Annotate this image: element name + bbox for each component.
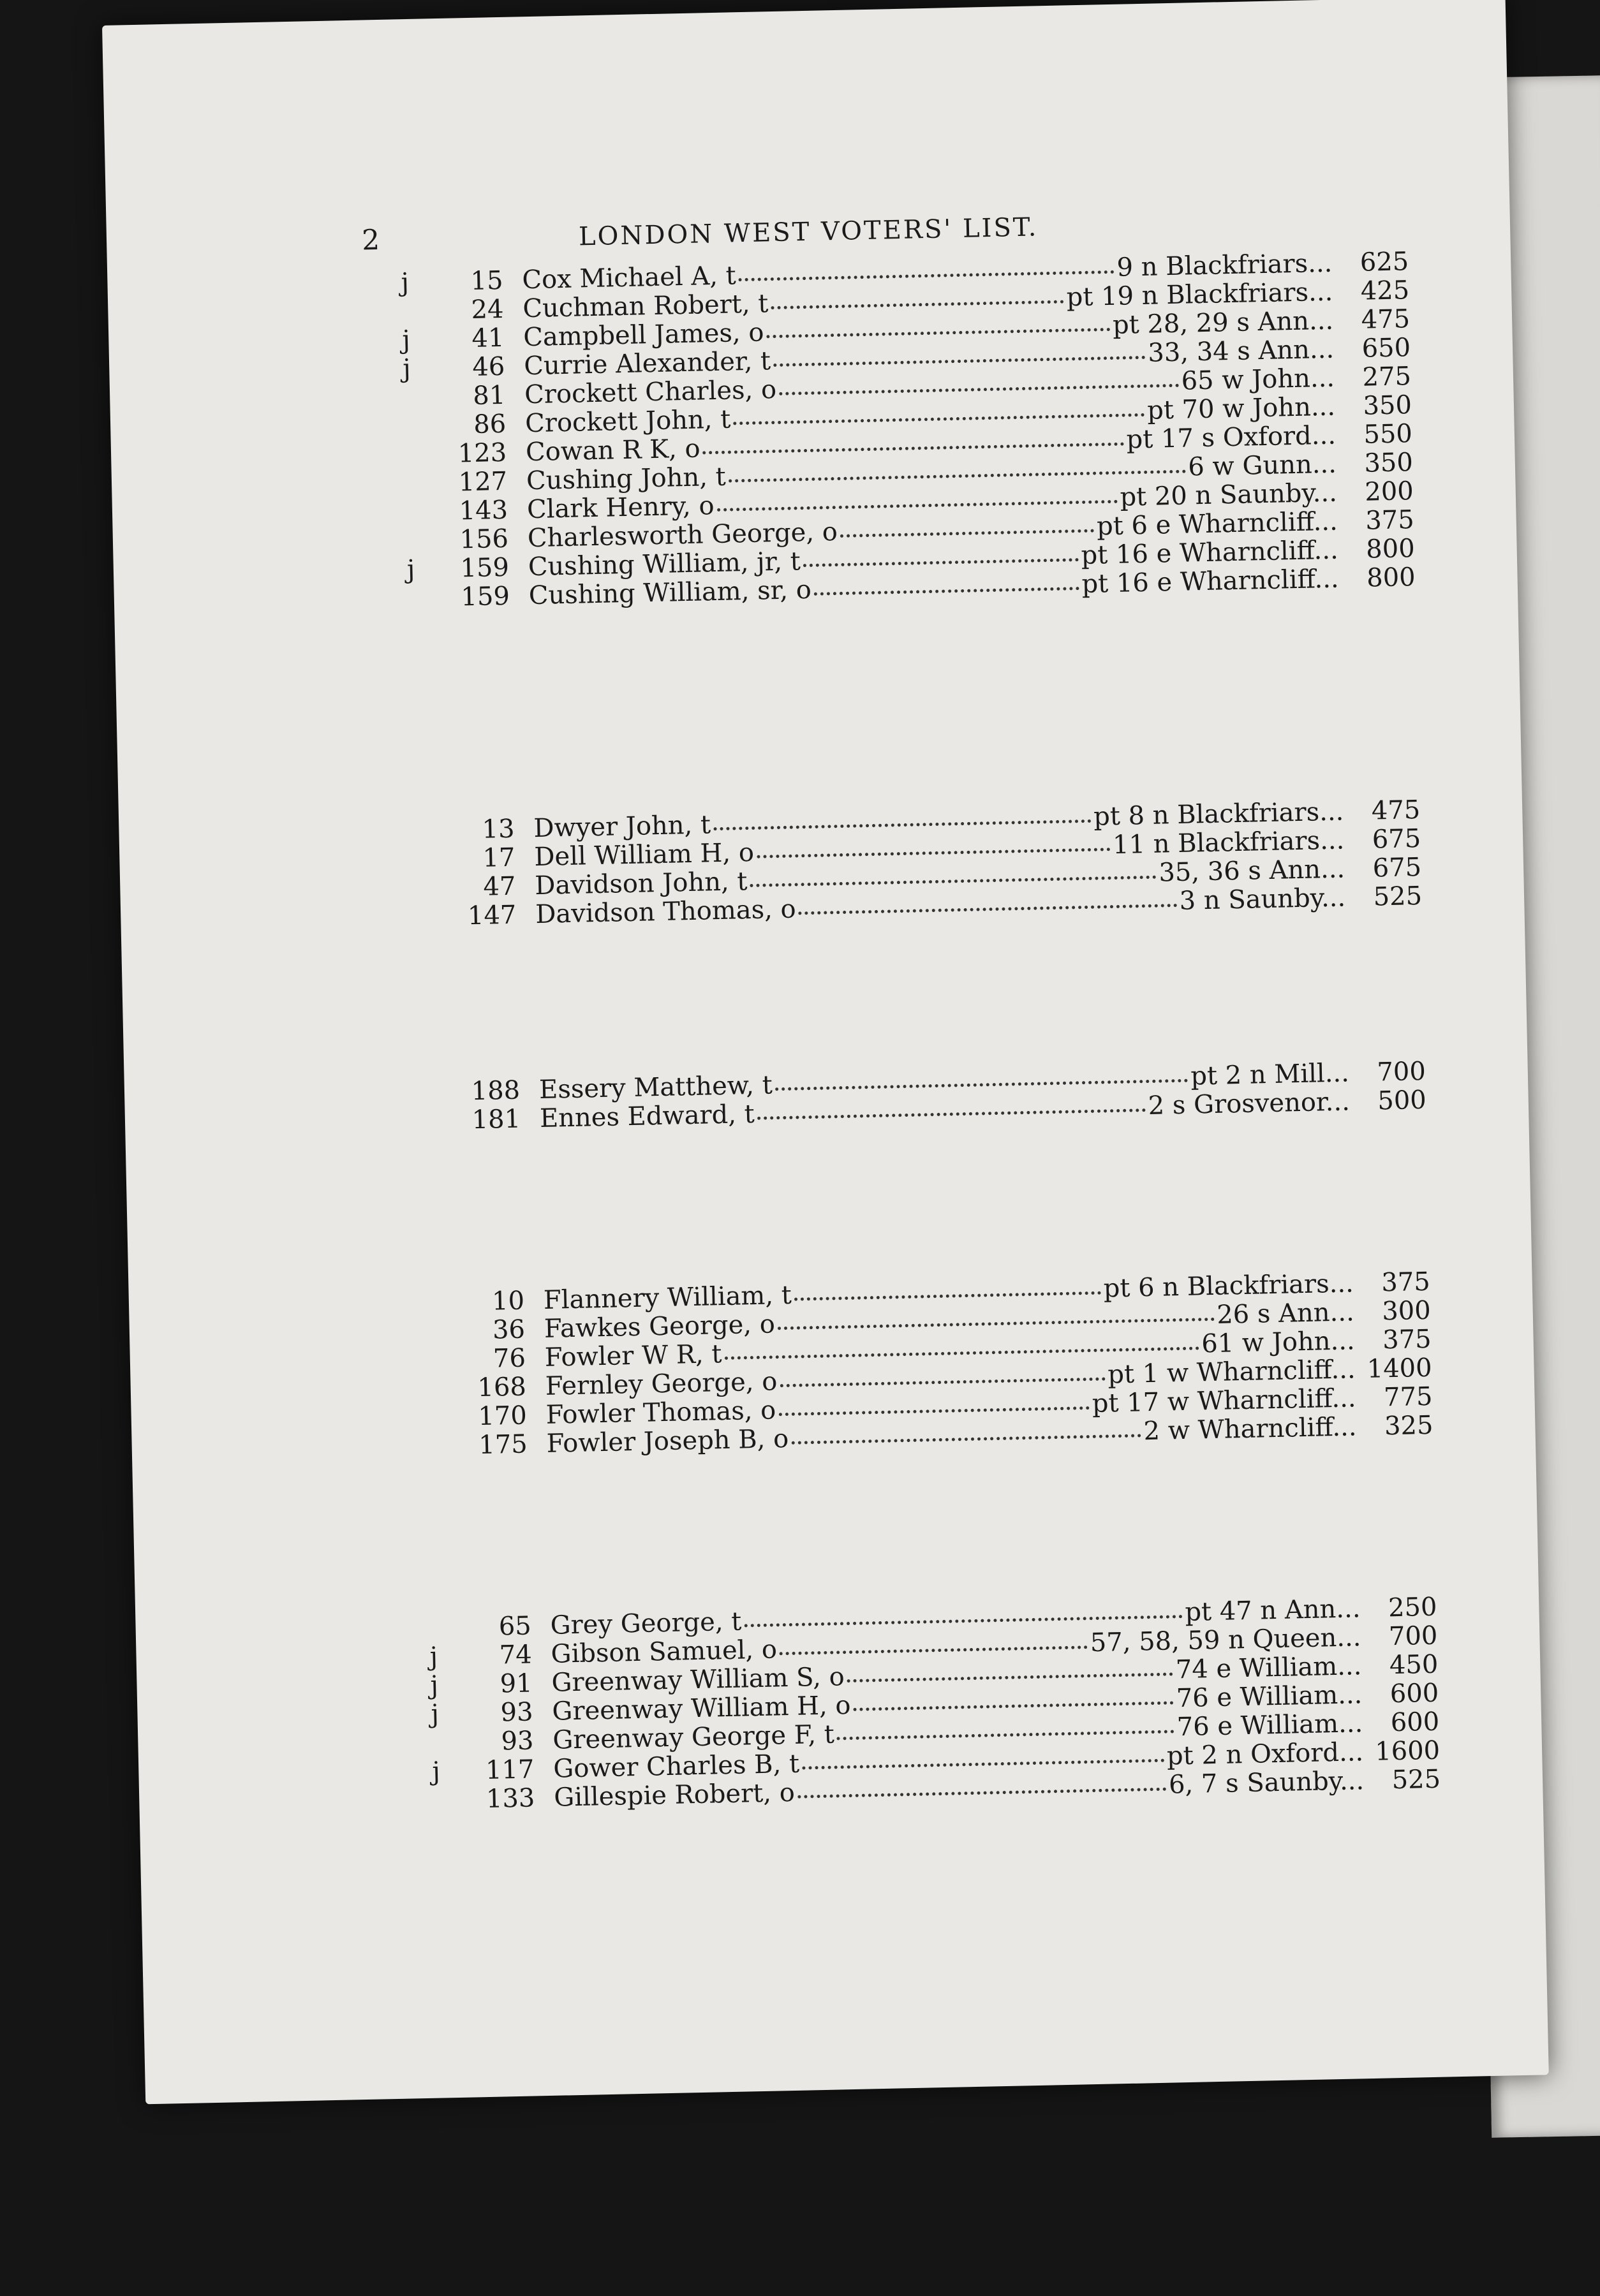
property-description: pt 8 n Blackfriars... — [1093, 797, 1344, 832]
page-number: 2 — [361, 223, 380, 257]
voter-name: Fowler Joseph B, o — [546, 1424, 789, 1459]
lot-number: 188 — [471, 1075, 521, 1107]
assessed-value: 350 — [1363, 390, 1412, 421]
assessed-value: 500 — [1377, 1085, 1427, 1116]
dot-leader — [739, 270, 1115, 281]
lot-number: 159 — [461, 581, 510, 612]
juror-mark: j — [402, 353, 411, 384]
lot-number: 74 — [499, 1640, 533, 1670]
property-description: pt 28, 29 s Ann... — [1112, 305, 1334, 340]
lot-number: 15 — [470, 265, 503, 296]
juror-mark — [419, 1129, 450, 1130]
assessed-value: 375 — [1365, 505, 1415, 536]
dot-leader — [713, 820, 1091, 830]
voter-name: Dwyer John, t — [533, 810, 711, 844]
juror-mark — [418, 1100, 450, 1101]
lot-number: 41 — [471, 323, 505, 353]
dot-leader — [744, 1615, 1182, 1627]
lot-number: 81 — [472, 380, 506, 411]
lot-number: 46 — [471, 351, 505, 382]
dot-leader — [717, 500, 1118, 511]
dot-leader — [780, 1378, 1105, 1388]
voter-name: Gibson Samuel, o — [551, 1635, 778, 1669]
assessed-value: 275 — [1362, 362, 1412, 392]
dot-leader — [725, 1346, 1199, 1360]
property-description: 76 e William... — [1176, 1680, 1363, 1714]
assessed-value: 675 — [1372, 823, 1421, 855]
assessed-value: 1400 — [1367, 1353, 1433, 1384]
dot-leader — [794, 1292, 1101, 1301]
lot-number: 24 — [471, 294, 504, 325]
assessed-value: 525 — [1373, 881, 1423, 912]
dot-leader — [773, 356, 1145, 367]
dot-leader — [757, 848, 1110, 858]
lot-number: 181 — [471, 1104, 521, 1135]
assessed-value: 600 — [1389, 1678, 1439, 1709]
voter-name: Flannery William, t — [543, 1280, 792, 1315]
voter-name: Greenway George F, t — [552, 1719, 835, 1755]
lot-number: 13 — [482, 814, 515, 844]
property-description: 2 s Grosvenor... — [1148, 1087, 1351, 1121]
document-page — [102, 0, 1549, 2104]
lot-number: 127 — [458, 466, 508, 497]
lot-number: 86 — [473, 409, 507, 439]
property-description: 9 n Blackfriars... — [1116, 248, 1333, 283]
running-title: LONDON WEST VOTERS' LIST. — [578, 212, 1039, 252]
lot-number: 17 — [482, 843, 515, 873]
dot-leader — [733, 413, 1144, 425]
assessed-value: 475 — [1371, 795, 1421, 826]
assessed-value: 600 — [1390, 1707, 1440, 1738]
dot-leader — [847, 1672, 1173, 1682]
group-spacer — [415, 910, 1425, 1078]
property-description: 3 n Saunby... — [1179, 883, 1346, 916]
voter-name: Crockett Charles, o — [524, 374, 777, 410]
property-description: pt 16 e Wharncliff... — [1081, 535, 1339, 571]
voter-group — [429, 1593, 1441, 1814]
lot-number: 175 — [478, 1429, 528, 1461]
assessed-value: 200 — [1364, 476, 1414, 507]
property-description: pt 19 n Blackfriars... — [1066, 277, 1333, 313]
voter-name: Cushing William, sr, o — [528, 575, 812, 611]
dot-leader — [778, 1406, 1090, 1416]
assessed-value: 425 — [1360, 276, 1410, 306]
voter-name: Charlesworth George, o — [527, 517, 838, 554]
voter-name: Gillespie Robert, o — [553, 1777, 796, 1813]
property-description: 65 w John... — [1181, 363, 1335, 396]
voter-name: Cushing John, t — [526, 462, 727, 496]
assessed-value: 350 — [1363, 448, 1414, 478]
dot-leader — [854, 1701, 1174, 1711]
assessed-value: 250 — [1388, 1592, 1437, 1623]
juror-mark — [425, 1425, 457, 1426]
assessed-value: 550 — [1363, 419, 1413, 450]
assessed-value: 775 — [1383, 1381, 1433, 1413]
dot-leader — [778, 1318, 1215, 1330]
voter-name: Cowan R K, o — [525, 434, 701, 467]
lot-number: 159 — [460, 552, 510, 584]
voter-name: Fawkes George, o — [544, 1309, 776, 1344]
lot-number: 93 — [501, 1726, 534, 1756]
lot-number: 156 — [459, 524, 509, 555]
voter-name: Cox Michael A, t — [522, 261, 737, 295]
dot-leader — [837, 1730, 1174, 1740]
group-spacer — [419, 1114, 1430, 1288]
dot-leader — [791, 1434, 1141, 1444]
assessed-value: 475 — [1361, 304, 1411, 335]
lot-number: 170 — [477, 1401, 528, 1432]
voter-name: Davidson Thomas, o — [535, 894, 797, 930]
dot-leader — [766, 328, 1110, 338]
juror-mark: j — [431, 1699, 440, 1729]
voter-name: Cushing William, jr, t — [528, 547, 801, 582]
property-description: pt 20 n Saunby... — [1120, 478, 1338, 512]
juror-mark — [423, 1339, 455, 1340]
property-description: pt 6 e Wharncliff... — [1096, 506, 1338, 541]
dot-leader — [779, 384, 1179, 395]
juror-mark — [404, 462, 436, 463]
dot-leader — [775, 1079, 1189, 1091]
assessed-value: 325 — [1384, 1410, 1433, 1441]
voters-list — [401, 247, 1441, 1814]
voter-name: Greenway William H, o — [552, 1691, 851, 1726]
lot-number: 123 — [457, 438, 507, 469]
voter-group — [401, 247, 1416, 612]
property-description: 6 w Gunn... — [1187, 449, 1337, 482]
voter-name: Currie Alexander, t — [523, 346, 771, 381]
lot-number: 133 — [485, 1783, 535, 1814]
voter-name: Dell William H, o — [533, 837, 755, 872]
assessed-value: 525 — [1391, 1764, 1441, 1795]
property-description: 26 s Ann... — [1216, 1297, 1355, 1330]
assessed-value: 700 — [1376, 1056, 1426, 1087]
juror-mark — [424, 1368, 456, 1369]
juror-mark — [408, 606, 440, 607]
juror-mark — [426, 1454, 457, 1455]
assessed-value: 625 — [1359, 247, 1409, 277]
assessed-value: 700 — [1388, 1621, 1438, 1652]
property-description: 61 w John... — [1201, 1326, 1356, 1359]
property-description: 76 e William... — [1176, 1709, 1363, 1742]
voter-name: Campbell James, o — [522, 318, 764, 353]
group-spacer — [408, 591, 1419, 816]
property-description: 57, 58, 59 n Queen... — [1090, 1623, 1361, 1658]
lot-number: 143 — [459, 495, 508, 526]
voter-name: Ennes Edward, t — [539, 1099, 755, 1134]
juror-mark — [404, 405, 436, 406]
voter-name: Greenway William S, o — [551, 1662, 845, 1698]
page-content — [361, 202, 1441, 1814]
juror-mark: j — [430, 1670, 439, 1700]
lot-number: 117 — [485, 1755, 535, 1786]
property-description: pt 6 n Blackfriars... — [1103, 1269, 1354, 1304]
assessed-value: 375 — [1382, 1324, 1432, 1355]
lot-number: 76 — [493, 1343, 526, 1374]
juror-mark: j — [401, 325, 411, 355]
juror-mark: j — [429, 1642, 438, 1672]
property-description: 11 n Blackfriars... — [1112, 825, 1345, 860]
voter-name: Davidson John, t — [534, 867, 748, 901]
dot-leader — [750, 876, 1157, 887]
lot-number: 91 — [500, 1668, 533, 1699]
voter-name: Cuchman Robert, t — [522, 289, 769, 324]
juror-mark: j — [401, 268, 410, 298]
lot-number: 47 — [483, 871, 516, 902]
juror-mark: j — [431, 1756, 441, 1786]
assessed-value: 675 — [1372, 852, 1422, 883]
property-description: 33, 34 s Ann... — [1147, 334, 1335, 368]
voter-name: Clark Henry, o — [526, 491, 715, 525]
property-description: pt 2 n Oxford... — [1166, 1737, 1364, 1771]
dot-leader — [814, 587, 1079, 596]
juror-mark — [402, 319, 434, 320]
juror-mark: j — [406, 554, 415, 585]
lot-number: 65 — [498, 1611, 532, 1642]
voter-group — [422, 1267, 1433, 1461]
voter-name: Fowler W R, t — [544, 1339, 722, 1372]
dot-leader — [797, 1788, 1166, 1799]
lot-number: 147 — [467, 900, 517, 931]
juror-mark — [413, 867, 445, 868]
juror-mark — [429, 1636, 461, 1637]
juror-mark — [406, 548, 438, 549]
dot-leader — [703, 443, 1124, 455]
property-description: 74 e William... — [1175, 1651, 1362, 1685]
dot-leader — [729, 470, 1186, 483]
juror-mark — [414, 896, 446, 897]
juror-mark — [433, 1808, 465, 1809]
assessed-value: 300 — [1381, 1295, 1432, 1327]
property-description: pt 70 w John... — [1146, 392, 1336, 425]
dot-leader — [771, 300, 1064, 310]
property-description: pt 17 w Wharncliff... — [1092, 1383, 1356, 1418]
lot-number: 10 — [491, 1286, 525, 1316]
assessed-value: 650 — [1361, 333, 1411, 364]
voter-name: Fowler Thomas, o — [545, 1395, 776, 1430]
voter-name: Gower Charles B, t — [552, 1749, 800, 1784]
property-description: pt 17 s Oxford... — [1126, 420, 1337, 455]
assessed-value: 800 — [1365, 534, 1416, 564]
dot-leader — [799, 904, 1177, 915]
dot-leader — [840, 529, 1094, 538]
voter-name: Crockett John, t — [524, 404, 731, 439]
juror-mark — [405, 491, 437, 492]
voter-name: Grey George, t — [550, 1607, 742, 1640]
property-description: pt 47 n Ann... — [1184, 1594, 1361, 1627]
dot-leader — [802, 1759, 1164, 1770]
lot-number: 168 — [477, 1372, 527, 1403]
voter-name: Fernley George, o — [545, 1367, 778, 1401]
assessed-value: 800 — [1366, 563, 1416, 593]
assessed-value: 375 — [1381, 1267, 1431, 1298]
property-description: 2 w Wharncliff... — [1143, 1412, 1357, 1446]
assessed-value: 450 — [1389, 1649, 1439, 1681]
lot-number: 93 — [500, 1697, 534, 1728]
property-description: pt 1 w Wharncliff... — [1107, 1355, 1356, 1390]
lot-number: 36 — [492, 1314, 526, 1345]
property-description: 6, 7 s Saunby... — [1168, 1766, 1365, 1800]
dot-leader — [803, 558, 1079, 567]
property-description: pt 16 e Wharncliff... — [1081, 564, 1340, 600]
dot-leader — [757, 1108, 1146, 1120]
dot-leader — [780, 1645, 1088, 1655]
voter-group — [412, 795, 1422, 931]
group-spacer — [426, 1439, 1437, 1614]
property-description: pt 2 n Mill... — [1190, 1058, 1350, 1091]
property-description: 35, 36 s Ann... — [1158, 854, 1345, 888]
voter-name: Essery Matthew, t — [538, 1070, 773, 1105]
assessed-value: 1600 — [1374, 1735, 1441, 1767]
